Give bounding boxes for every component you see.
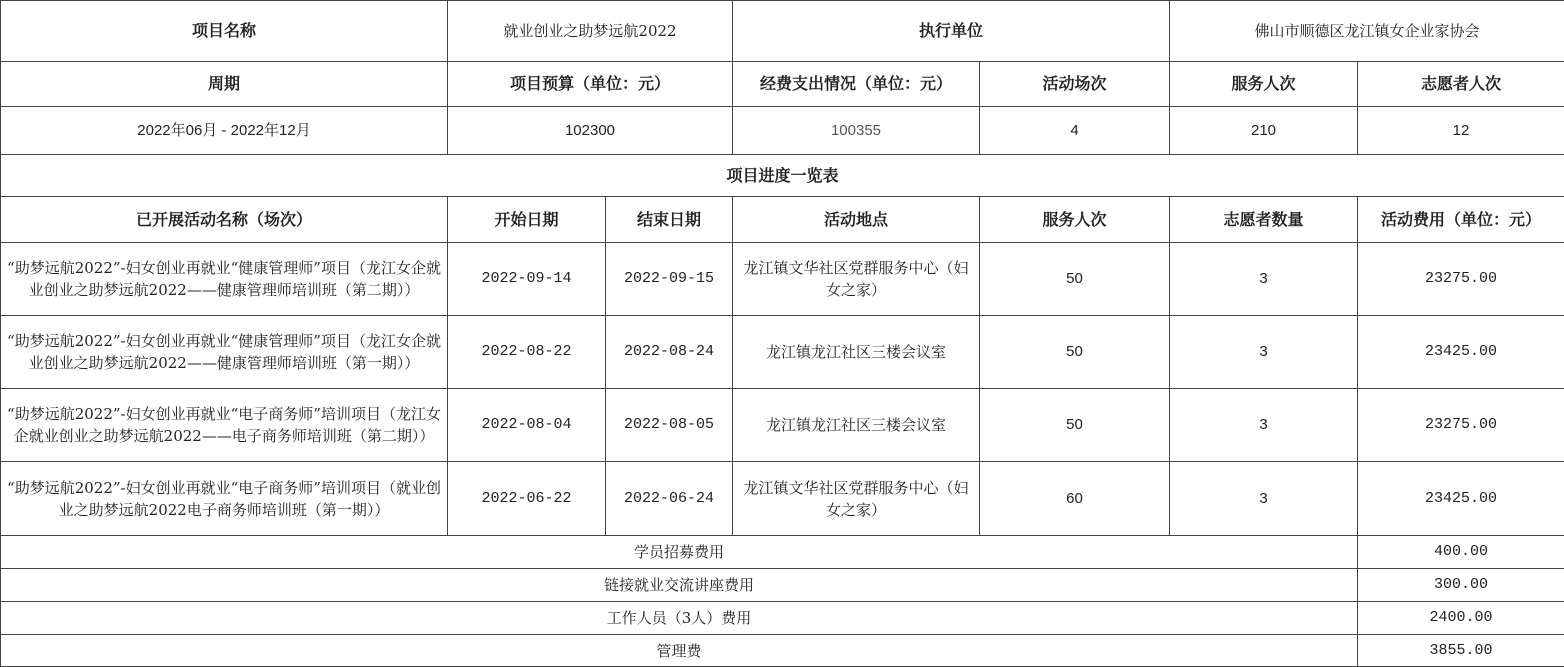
volunteer-count: 3	[1170, 389, 1358, 462]
service-label: 服务人次	[1170, 62, 1358, 107]
start-date: 2022-08-04	[448, 389, 606, 462]
service-value: 210	[1170, 107, 1358, 155]
executor-value: 佛山市顺德区龙江镇女企业家协会	[1170, 1, 1564, 62]
period-value: 2022年06月 - 2022年12月	[1, 107, 448, 155]
other-cost-amount: 3855.00	[1358, 635, 1564, 667]
col-service: 服务人次	[980, 197, 1170, 243]
activity-location: 龙江镇龙江社区三楼会议室	[733, 316, 980, 389]
progress-header-row	[1, 197, 1564, 243]
other-cost-row	[1, 536, 1564, 569]
activity-location: 龙江镇文华社区党群服务中心（妇女之家）	[733, 462, 980, 536]
table-row	[1, 316, 1564, 389]
progress-table-title: 项目进度一览表	[1, 155, 1564, 197]
executor-label: 执行单位	[733, 1, 1170, 62]
other-cost-label: 工作人员（3人）费用	[1, 602, 1358, 635]
col-start-date: 开始日期	[448, 197, 606, 243]
service-count: 50	[980, 316, 1170, 389]
volunteer-count: 3	[1170, 462, 1358, 536]
budget-value: 102300	[448, 107, 733, 155]
expense-value: 100355	[733, 107, 980, 155]
service-count: 60	[980, 462, 1170, 536]
col-location: 活动地点	[733, 197, 980, 243]
activity-cost: 23425.00	[1358, 462, 1564, 536]
other-cost-label: 学员招募费用	[1, 536, 1358, 569]
project-info-row	[1, 1, 1564, 62]
table-row	[1, 243, 1564, 316]
service-count: 50	[980, 389, 1170, 462]
activity-name: “助梦远航2022”-妇女创业再就业“健康管理师”项目（龙江女企就业创业之助梦远航2022——健康管理师培训班（第二期））	[1, 243, 448, 316]
activity-name: “助梦远航2022”-妇女创业再就业“电子商务师”培训项目（就业创业之助梦远航2022电子商务师培训班（第一期））	[1, 462, 448, 536]
project-name-value: 就业创业之助梦远航2022	[448, 1, 733, 62]
end-date: 2022-08-24	[606, 316, 733, 389]
other-cost-row	[1, 602, 1564, 635]
col-activity-name: 已开展活动名称（场次）	[1, 197, 448, 243]
end-date: 2022-09-15	[606, 243, 733, 316]
service-count: 50	[980, 243, 1170, 316]
summary-value-row	[1, 107, 1564, 155]
volunteer-count: 3	[1170, 316, 1358, 389]
start-date: 2022-06-22	[448, 462, 606, 536]
activity-cost: 23275.00	[1358, 389, 1564, 462]
col-cost: 活动费用（单位：元）	[1358, 197, 1564, 243]
expense-label: 经费支出情况（单位：元）	[733, 62, 980, 107]
end-date: 2022-06-24	[606, 462, 733, 536]
other-cost-amount: 2400.00	[1358, 602, 1564, 635]
start-date: 2022-08-22	[448, 316, 606, 389]
col-end-date: 结束日期	[606, 197, 733, 243]
activity-name: “助梦远航2022”-妇女创业再就业“健康管理师”项目（龙江女企就业创业之助梦远航2022——健康管理师培训班（第一期））	[1, 316, 448, 389]
activity-cost: 23425.00	[1358, 316, 1564, 389]
other-cost-amount: 400.00	[1358, 536, 1564, 569]
other-cost-row	[1, 635, 1564, 667]
end-date: 2022-08-05	[606, 389, 733, 462]
activity-name: “助梦远航2022”-妇女创业再就业“电子商务师”培训项目（龙江女企就业创业之助梦远航2022——电子商务师培训班（第二期））	[1, 389, 448, 462]
table-row	[1, 389, 1564, 462]
other-cost-label: 管理费	[1, 635, 1358, 667]
volunteer-count: 3	[1170, 243, 1358, 316]
start-date: 2022-09-14	[448, 243, 606, 316]
activity-location: 龙江镇龙江社区三楼会议室	[733, 389, 980, 462]
volunteer-label: 志愿者人次	[1358, 62, 1564, 107]
budget-label: 项目预算（单位：元）	[448, 62, 733, 107]
sessions-value: 4	[980, 107, 1170, 155]
other-cost-row	[1, 569, 1564, 602]
project-name-label: 项目名称	[1, 1, 448, 62]
period-label: 周期	[1, 62, 448, 107]
col-volunteers: 志愿者数量	[1170, 197, 1358, 243]
other-cost-amount: 300.00	[1358, 569, 1564, 602]
other-cost-label: 链接就业交流讲座费用	[1, 569, 1358, 602]
progress-title-row	[1, 155, 1564, 197]
activity-cost: 23275.00	[1358, 243, 1564, 316]
summary-header-row	[1, 62, 1564, 107]
table-row	[1, 462, 1564, 536]
sessions-label: 活动场次	[980, 62, 1170, 107]
activity-location: 龙江镇文华社区党群服务中心（妇女之家）	[733, 243, 980, 316]
volunteers-value: 12	[1358, 107, 1564, 155]
